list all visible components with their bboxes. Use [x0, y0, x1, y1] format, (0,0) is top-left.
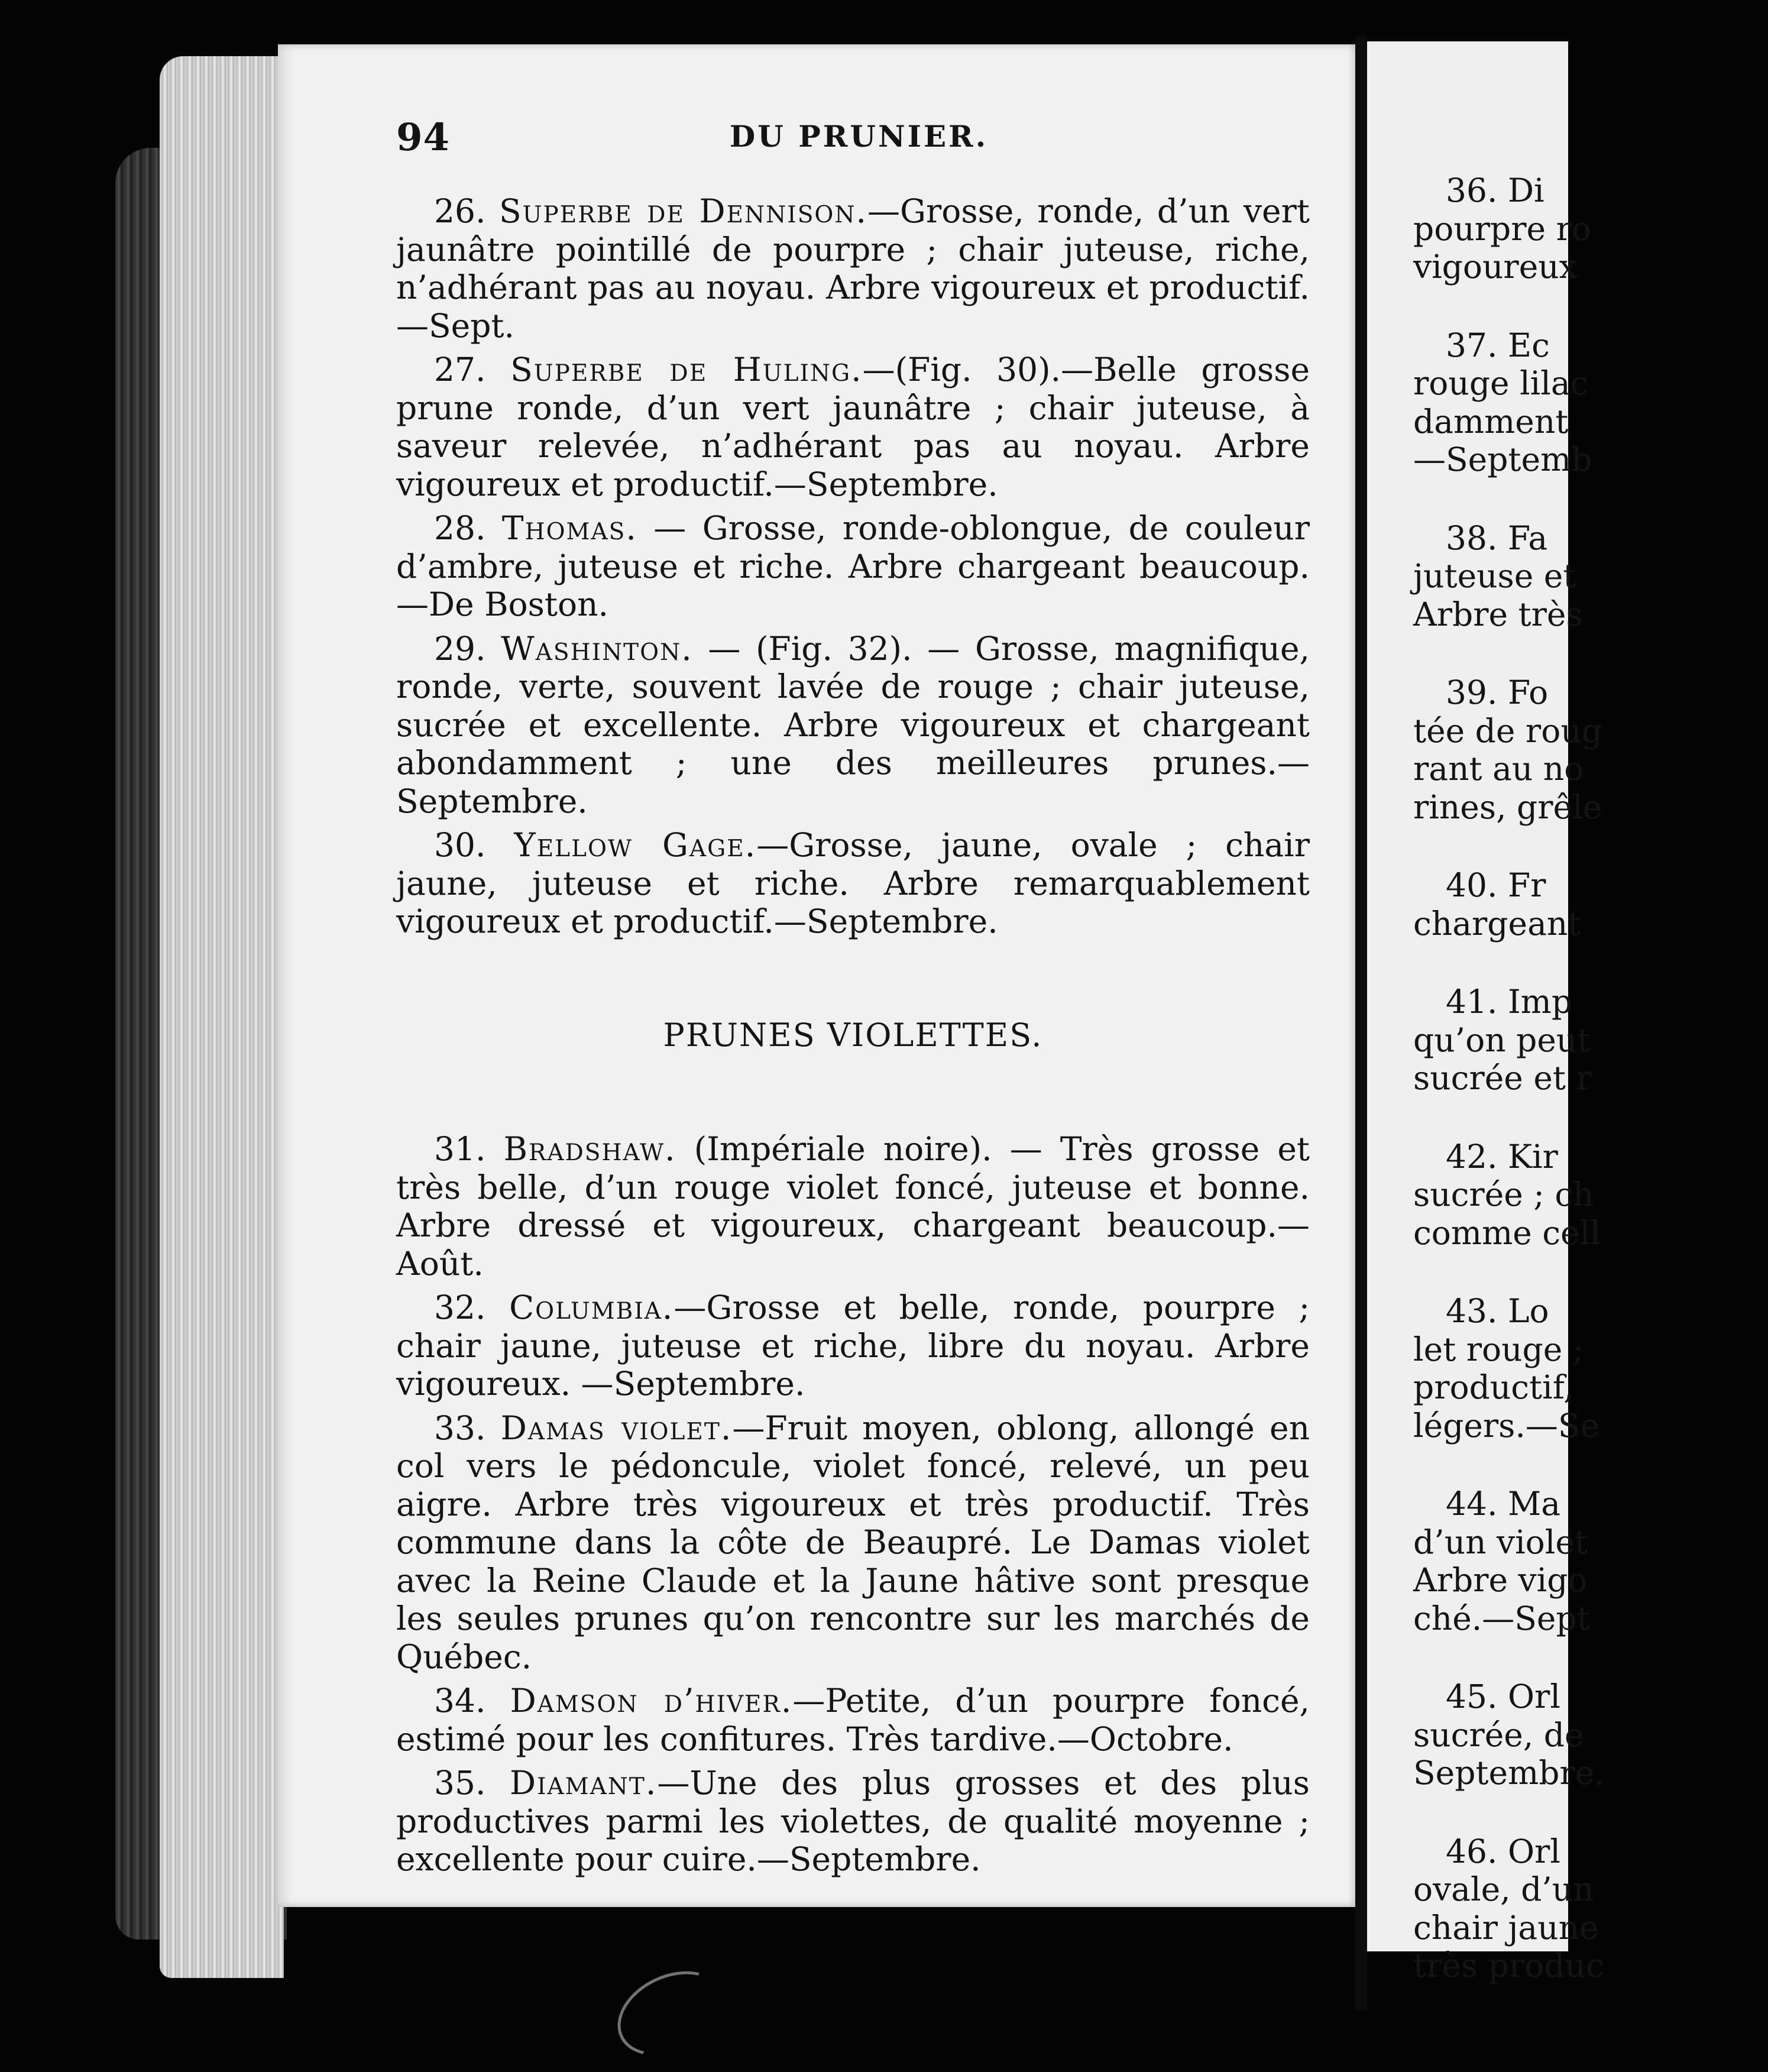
facing-line: vigoureux — [1413, 248, 1578, 286]
variety-name: Bradshaw. — [503, 1130, 676, 1168]
facing-line: 44. Ma — [1446, 1485, 1561, 1523]
facing-line: 41. Imp — [1446, 983, 1573, 1021]
entries-top — [396, 192, 1310, 941]
variety-name: Diamant. — [509, 1764, 658, 1802]
entry-28 — [396, 509, 1310, 624]
facing-entry — [1413, 519, 1768, 634]
facing-line: sucrée ; ch — [1413, 1176, 1594, 1213]
variety-name: Superbe de Huling. — [510, 351, 863, 388]
facing-line: qu’on peut — [1413, 1021, 1591, 1059]
facing-line: légers.—Se — [1413, 1406, 1600, 1445]
entry-number: 29. — [434, 629, 486, 668]
facing-line: juteuse et — [1413, 557, 1576, 595]
facing-line: Arbre vigo — [1413, 1561, 1588, 1599]
entry-text: —Une des plus grosses et des plus productives parmi les violettes, de qualité moyenne ; excellente pour cuire.—Septembre. — [396, 1764, 1310, 1878]
entry-text: —Grosse, ronde, d’un vert jaunâtre pointillé de pourpre ; chair juteuse, riche, n’adhérant pas au noyau. Arbre vigoureux et productif.—Sept. — [396, 192, 1310, 345]
entry-32 — [396, 1288, 1310, 1403]
running-title: DU PRUNIER. — [729, 119, 989, 154]
facing-entry — [1413, 1678, 1768, 1792]
facing-line: 37. Ec — [1446, 326, 1550, 364]
entry-31 — [396, 1130, 1310, 1283]
entry-33 — [396, 1409, 1310, 1676]
facing-line: damment — [1413, 402, 1569, 441]
facing-line: 38. Fa — [1446, 519, 1548, 557]
entry-text: —Petite, d’un pourpre foncé, estimé pour les confitures. Très tardive.—Octobre. — [396, 1682, 1310, 1758]
variety-name: Superbe de Dennison. — [498, 192, 868, 230]
book-page-edges — [160, 56, 284, 1978]
facing-line: chair jaune — [1413, 1908, 1599, 1947]
entry-text: —Grosse, jaune, ovale ; chair jaune, juteuse et riche. Arbre remarquablement vigoureux et productif.—Septembre. — [396, 826, 1310, 940]
entry-text: —Fruit moyen, oblong, allongé en col vers le pédoncule, violet foncé, relevé, un peu aigre. Arbre très vigoureux et très productif. Très commune dans la côte de Beaupré. Le Damas violet avec la Reine Claude et la Jaune hâtive sont presque les seules prunes qu’on rencontre sur les marchés de Québec. — [396, 1409, 1310, 1676]
facing-line: —Septemb — [1413, 441, 1592, 478]
facing-line: rines, grêle — [1413, 788, 1602, 826]
entry-number: 35. — [434, 1764, 486, 1802]
facing-line: Arbre très — [1413, 595, 1583, 633]
entry-26 — [396, 192, 1310, 345]
entry-text: (Impériale noire). — Très grosse et très belle, d’un rouge violet foncé, juteuse et bonne. Arbre dressé et vigoureux, chargeant beaucoup.—Août. — [396, 1130, 1310, 1283]
facing-line: d’un violet — [1413, 1523, 1588, 1561]
entry-text: —Grosse et belle, ronde, pourpre ; chair jaune, juteuse et riche, libre du noyau. Arbre vigoureux. —Septembre. — [396, 1288, 1310, 1403]
entry-35 — [396, 1764, 1310, 1879]
facing-line: rant au no — [1413, 750, 1584, 788]
variety-name: Damas violet. — [500, 1409, 733, 1447]
entry-number: 30. — [434, 826, 486, 864]
facing-line: 42. Kir — [1446, 1137, 1558, 1176]
facing-entry — [1413, 1485, 1768, 1637]
variety-name: Washinton. — [501, 629, 693, 668]
scan-smudge — [604, 1955, 738, 2072]
facing-entry — [1413, 983, 1768, 1097]
section-title: PRUNES VIOLETTES. — [663, 1016, 1043, 1054]
entry-34 — [396, 1682, 1310, 1758]
variety-name: Yellow Gage. — [514, 826, 757, 864]
page-body — [396, 192, 1310, 1885]
facing-entry — [1413, 866, 1768, 943]
facing-line: 46. Orl — [1446, 1832, 1560, 1870]
variety-name: Columbia. — [509, 1288, 674, 1326]
facing-line: Septembre. — [1413, 1754, 1605, 1792]
facing-line: pourpre ro — [1413, 209, 1591, 248]
entry-number: 26. — [434, 192, 486, 230]
facing-line: let rouge ; — [1413, 1330, 1584, 1368]
facing-line: 40. Fr — [1446, 866, 1546, 904]
book-gutter — [1355, 35, 1367, 2011]
facing-entry — [1413, 326, 1768, 479]
page-number: 94 — [396, 115, 451, 160]
facing-line: rouge lilac — [1413, 364, 1589, 402]
entry-number: 28. — [434, 509, 486, 547]
entry-number: 32. — [434, 1288, 486, 1326]
entry-number: 34. — [434, 1682, 486, 1720]
facing-line: 39. Fo — [1446, 674, 1549, 711]
facing-line: ché.—Sept — [1413, 1599, 1590, 1637]
facing-entry — [1413, 1292, 1768, 1445]
entry-text: — (Fig. 32). — Grosse, magnifique, ronde, verte, souvent lavée de rouge ; chair juteuse, sucrée et excellente. Arbre vigoureux et chargeant abondamment ; une des meilleures prunes.—Septembre. — [396, 629, 1310, 820]
variety-name: Damson d’hiver. — [510, 1682, 793, 1720]
entry-number: 33. — [434, 1409, 486, 1447]
variety-name: Thomas. — [501, 509, 637, 547]
facing-line: très produc — [1413, 1947, 1604, 1984]
facing-line: sucrée, de — [1413, 1715, 1584, 1754]
entry-29 — [396, 630, 1310, 821]
facing-page — [1367, 41, 1605, 1984]
facing-line: 43. Lo — [1446, 1292, 1549, 1330]
entry-number: 31. — [434, 1130, 486, 1168]
facing-line: 36. Di — [1446, 171, 1544, 209]
facing-line: productif, — [1413, 1368, 1574, 1406]
facing-entry — [1413, 1138, 1768, 1252]
entry-30 — [396, 826, 1310, 941]
entries-bottom — [396, 1130, 1310, 1879]
facing-line: chargeant — [1413, 904, 1581, 943]
facing-line: ovale, d’un — [1413, 1870, 1594, 1908]
entry-number: 27. — [434, 351, 486, 388]
facing-line: sucrée et r — [1413, 1059, 1592, 1097]
facing-entry — [1413, 674, 1768, 826]
facing-line: tée de roug — [1413, 711, 1602, 750]
left-page — [278, 44, 1357, 1907]
facing-line: comme cell — [1413, 1213, 1601, 1252]
facing-line: 45. Orl — [1446, 1678, 1560, 1715]
entry-27 — [396, 351, 1310, 503]
facing-entry — [1413, 1833, 1768, 1985]
entry-text: — Grosse, ronde-oblongue, de couleur d’ambre, juteuse et riche. Arbre chargeant beaucoup.—De Boston. — [396, 509, 1310, 623]
entry-text: —(Fig. 30).—Belle grosse prune ronde, d’un vert jaunâtre ; chair juteuse, à saveur relevée, n’adhérant pas au noyau. Arbre vigoureux et productif.—Septembre. — [396, 351, 1310, 503]
facing-entry — [1413, 171, 1768, 286]
facing-page-text — [1413, 171, 1768, 2025]
page-header — [396, 115, 1322, 160]
